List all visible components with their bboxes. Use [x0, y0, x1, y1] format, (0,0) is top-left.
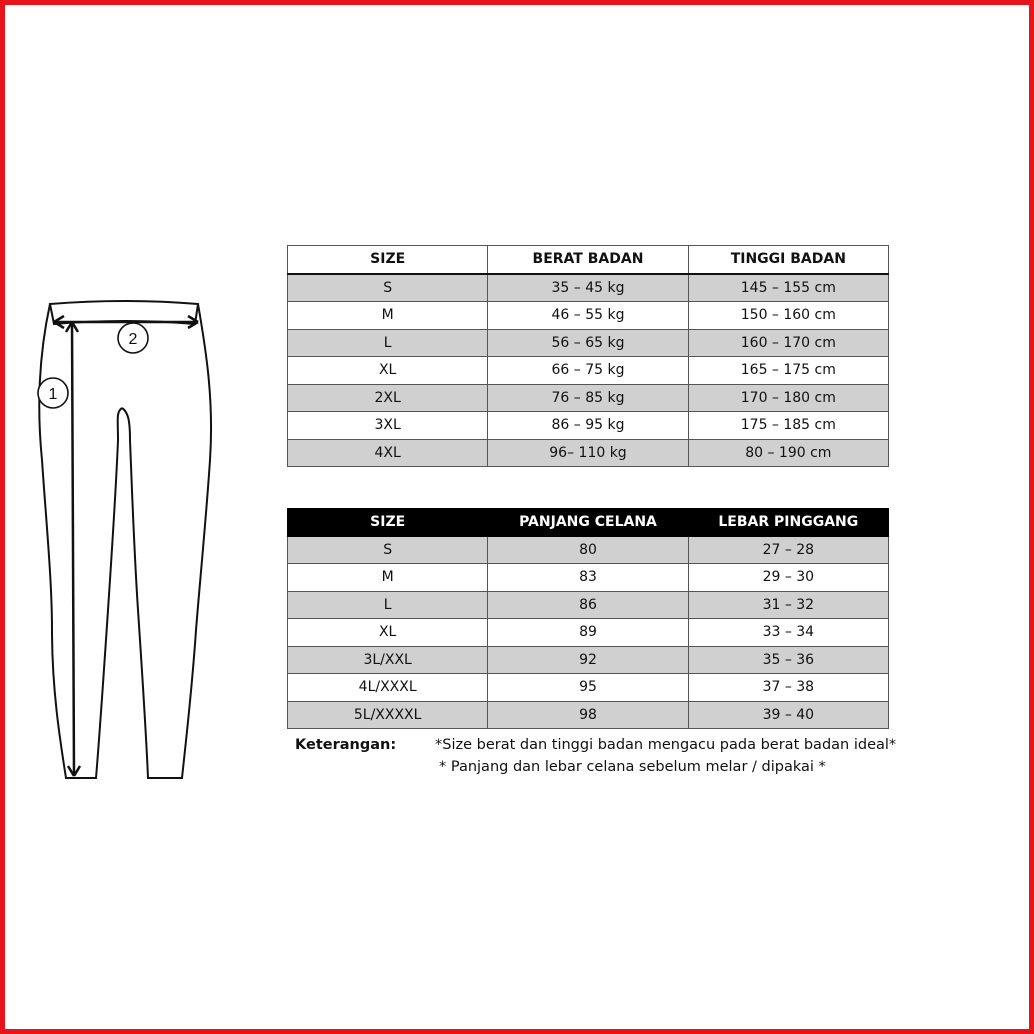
- cell-length: 98: [488, 701, 688, 729]
- cell-height: 165 – 175 cm: [688, 357, 888, 385]
- cell-waist: 33 – 34: [688, 619, 888, 647]
- cell-size: S: [288, 274, 488, 302]
- length-arrow-line: [72, 322, 74, 776]
- cell-size: M: [288, 564, 488, 592]
- table-row: [288, 701, 889, 729]
- table-row: [288, 536, 889, 564]
- cell-height: 145 – 155 cm: [688, 274, 888, 302]
- cell-size: L: [288, 591, 488, 619]
- cell-waist: 35 – 36: [688, 646, 888, 674]
- marker-2-label: 2: [128, 331, 138, 348]
- cell-size: XL: [288, 619, 488, 647]
- cell-weight: 56 – 65 kg: [488, 329, 688, 357]
- cell-length: 83: [488, 564, 688, 592]
- table-row: [288, 329, 889, 357]
- left-leg-outline: [39, 304, 122, 778]
- weight-height-size-table: [287, 245, 889, 467]
- table-row: [288, 274, 889, 302]
- cell-waist: 37 – 38: [688, 674, 888, 702]
- notes-label: Keterangan:: [295, 737, 397, 753]
- cell-length: 86: [488, 591, 688, 619]
- cell-size: S: [288, 536, 488, 564]
- table-row: [288, 564, 889, 592]
- table-row: [288, 412, 889, 440]
- cell-size: L: [288, 329, 488, 357]
- note-line-1: *Size berat dan tinggi badan mengacu pada berat badan ideal*: [435, 737, 897, 753]
- right-leg-outline: [122, 304, 211, 778]
- cell-height: 160 – 170 cm: [688, 329, 888, 357]
- cell-waist: 29 – 30: [688, 564, 888, 592]
- cell-size: 3L/XXL: [288, 646, 488, 674]
- cell-waist: 27 – 28: [688, 536, 888, 564]
- header-size: SIZE: [288, 509, 488, 537]
- cell-height: 170 – 180 cm: [688, 384, 888, 412]
- marker-1-label: 1: [48, 386, 58, 403]
- header-panjang-celana: PANJANG CELANA: [488, 509, 688, 537]
- table-row: [288, 646, 889, 674]
- header-size: SIZE: [288, 246, 488, 274]
- cell-size: XL: [288, 357, 488, 385]
- cell-length: 92: [488, 646, 688, 674]
- cell-height: 80 – 190 cm: [688, 439, 888, 467]
- cell-height: 175 – 185 cm: [688, 412, 888, 440]
- header-lebar-pinggang: LEBAR PINGGANG: [688, 509, 888, 537]
- header-tinggi-badan: TINGGI BADAN: [688, 246, 888, 274]
- cell-size: 3XL: [288, 412, 488, 440]
- cell-weight: 35 – 45 kg: [488, 274, 688, 302]
- table-row: [288, 384, 889, 412]
- cell-size: 4XL: [288, 439, 488, 467]
- cell-size: 5L/XXXXL: [288, 701, 488, 729]
- cell-weight: 46 – 55 kg: [488, 302, 688, 330]
- cell-height: 150 – 160 cm: [688, 302, 888, 330]
- waistband-outline: [50, 301, 198, 324]
- cell-weight: 66 – 75 kg: [488, 357, 688, 385]
- cell-waist: 31 – 32: [688, 591, 888, 619]
- cell-weight: 86 – 95 kg: [488, 412, 688, 440]
- table-row: [288, 302, 889, 330]
- cell-size: 4L/XXXL: [288, 674, 488, 702]
- table-row: [288, 357, 889, 385]
- table-header-row: [288, 509, 889, 537]
- table-row: [288, 439, 889, 467]
- table-row: [288, 591, 889, 619]
- note-line-2: * Panjang dan lebar celana sebelum melar / dipakai *: [439, 759, 826, 775]
- cell-size: 2XL: [288, 384, 488, 412]
- leggings-diagram: [30, 290, 230, 790]
- cell-length: 80: [488, 536, 688, 564]
- cell-waist: 39 – 40: [688, 701, 888, 729]
- cell-length: 95: [488, 674, 688, 702]
- length-waist-size-table: [287, 508, 889, 729]
- cell-weight: 76 – 85 kg: [488, 384, 688, 412]
- table-header-row: [288, 246, 889, 274]
- cell-length: 89: [488, 619, 688, 647]
- header-berat-badan: BERAT BADAN: [488, 246, 688, 274]
- cell-weight: 96– 110 kg: [488, 439, 688, 467]
- table-row: [288, 674, 889, 702]
- table-row: [288, 619, 889, 647]
- cell-size: M: [288, 302, 488, 330]
